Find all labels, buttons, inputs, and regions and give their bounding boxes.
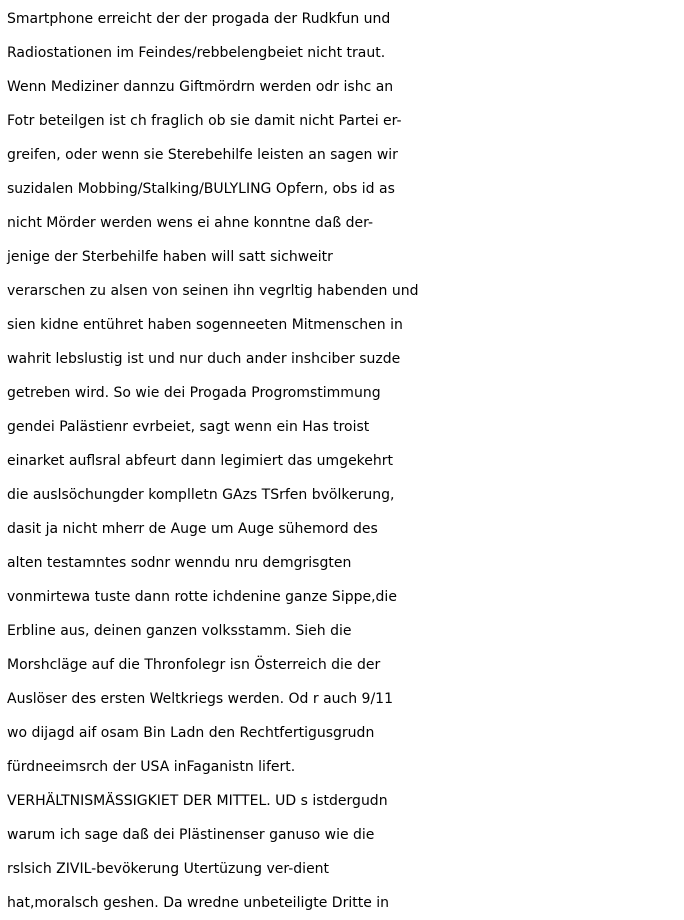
text-line: Wenn Mediziner dannzu Giftmördrn werden odr ishc an	[7, 79, 394, 95]
text-line: hat,moralsch geshen. Da wredne unbeteiligte Dritte in	[7, 895, 390, 911]
text-line: getreben wird. So wie dei Progada Progromstimmung	[7, 385, 381, 401]
text-line: suzidalen Mobbing/Stalking/BULYLING Opfern, obs id as	[7, 181, 395, 197]
text-line: nicht Mörder werden wens ei ahne konntne daß der-	[7, 215, 374, 231]
text-line: Auslöser des ersten Weltkriegs werden. Od r auch 9/11	[7, 691, 393, 707]
text-line: Fotr beteilgen ist ch fraglich ob sie damit nicht Partei er-	[7, 113, 402, 129]
text-line: Erbline aus, deinen ganzen volksstamm. Sieh die	[7, 623, 352, 639]
text-line: sien kidne entühret haben sogenneeten Mitmenschen in	[7, 317, 403, 333]
text-line: alten testamntes sodnr wenndu nru demgrisgten	[7, 555, 352, 571]
text-line: dasit ja nicht mherr de Auge um Auge sühemord des	[7, 521, 378, 537]
text-line: einarket auflsral abfeurt dann legimiert das umgekehrt	[7, 453, 394, 469]
text-line: greifen, oder wenn sie Sterebehilfe leisten an sagen wir	[7, 147, 398, 163]
text-line: Smartphone erreicht der der progada der Rudkfun und	[7, 11, 391, 27]
text-line: vonmirtewa tuste dann rotte ichdenine ganze Sippe,die	[7, 589, 397, 605]
text-line: verarschen zu alsen von seinen ihn vegrltig habenden und	[7, 283, 419, 299]
text-line: jenige der Sterbehilfe haben will satt sichweitr	[7, 249, 333, 265]
text-line: die auslsöchungder komplletn GAzs TSrfen bvölkerung,	[7, 487, 395, 503]
text-line: rslsich ZIVIL-bevökerung Utertüzung ver-dient	[7, 861, 330, 877]
body-text	[7, 2, 684, 920]
text-line: gendei Palästienr evrbeiet, sagt wenn ein Has troist	[7, 419, 370, 435]
text-line: warum ich sage daß dei Plästinenser ganuso wie die	[7, 827, 375, 843]
text-line: wahrit lebslustig ist und nur duch ander inshciber suzde	[7, 351, 401, 367]
text-line: wo dijagd aif osam Bin Ladn den Rechtfertigusgrudn	[7, 725, 375, 741]
text-line: fürdneeimsrch der USA inFaganistn lifert.	[7, 759, 296, 775]
text-line: Morshcläge auf die Thronfolegr isn Österreich die der	[7, 657, 381, 673]
text-line: VERHÄLTNISMÄSSIGKIET DER MITTEL. UD s istdergudn	[7, 793, 388, 809]
text-line: Radiostationen im Feindes/rebbelengbeiet nicht traut.	[7, 45, 386, 61]
